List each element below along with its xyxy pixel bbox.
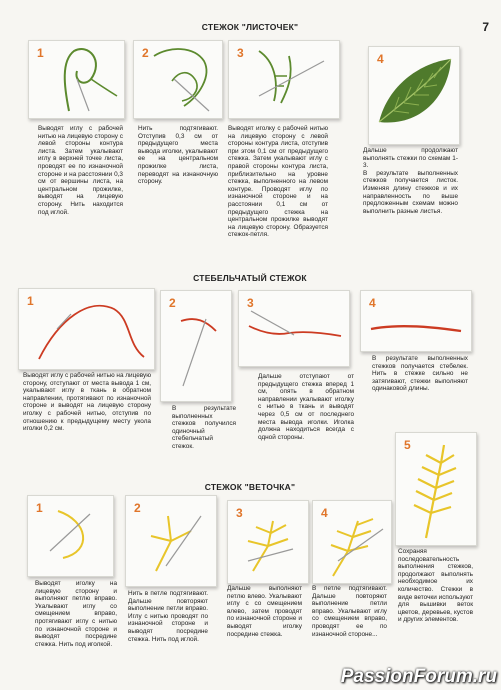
step-number: 2: [142, 46, 149, 60]
step-photo-twig-3: [227, 500, 309, 584]
step-photo-twig-4: [312, 500, 392, 584]
step-number: 2: [169, 296, 176, 310]
step-caption: Выводят иглу с рабочей нитью на лицевую сторону с левой стороны контура листа. Затем укалывают иглу в верхней точке листа, проводят ее по изнаночной стороне и на расстоянии 0,3 см от вершины листа, на центральном прожилке, выводят на лицевую сторону. Нить находится под иглой.: [38, 125, 123, 216]
section-title-leaf-stitch: СТЕЖОК "ЛИСТОЧЕК": [201, 22, 299, 32]
step-photo-twig-1: [27, 495, 114, 577]
step-photo-leaf-4: [368, 46, 460, 145]
section-title-twig-stitch: СТЕЖОК "ВЕТОЧКА": [204, 482, 296, 492]
step-photo-stem-4: [360, 290, 472, 352]
page-number: 7: [482, 20, 489, 34]
step-number: 5: [404, 438, 411, 452]
step-caption: Дальше отступают от предыдущего стежка вперед 1 см, опять в обратном направлении укалывают иголку с нитью в ткань и выводят через 0,5 см от последнего места вывода иголки. Иголка должна находиться всегда с одной стороны.: [258, 373, 354, 441]
step-photo-twig-5: [395, 432, 477, 546]
step-number: 4: [377, 52, 384, 66]
step-photo-stem-3: [238, 290, 350, 367]
step-caption: Дальше продолжают выполнять стежки по схемам 1-3. В результате выполненных стежков получается листок. Изменяя длину стежков и их направленность по выше предложенным схемам можно выполнить разные листья.: [363, 147, 458, 215]
step-number: 4: [321, 506, 328, 520]
step-caption: Выводят иголку с рабочей нитью на лицевую сторону с левой стороны контура листа, отступив при этом 0,1 см от предыдущего стежка. Затем укалывают иглу с правой стороны контура листа, приблизительно на уровне стежка, выполненного на левом контуре. Проводят иглу по изнаночной стороне и на расстоянии 0,1 см от предыдущего стежка на центральном прожилке выводят на лицевую сторону. Образуется стежок-петля.: [228, 125, 328, 239]
step-number: 3: [237, 46, 244, 60]
step-photo-leaf-2: [133, 40, 223, 119]
step-number: 1: [37, 46, 44, 60]
step-photo-twig-2: [125, 495, 217, 587]
step-number: 3: [236, 506, 243, 520]
step-photo-stem-1: [18, 288, 155, 370]
step-photo-leaf-3: [228, 40, 340, 119]
step-caption: Дальше выполняют петлю влево. Укалывают иглу с со смещением влево, затем проводят по изнаночной стороне и выводят иголку посредине стежка.: [227, 585, 302, 638]
step-number: 1: [36, 501, 43, 515]
step-caption: Нить подтягивают. Отступив 0,3 см от предыдущего места вывода иголки, укалывают ее на центральном прожилке листа, переводят на изнаночную сторону.: [138, 125, 218, 186]
step-number: 1: [27, 294, 34, 308]
step-caption: В результате выполненных стежков получился одиночный стебельчатый стежок.: [172, 405, 236, 450]
step-photo-stem-2: [160, 290, 232, 402]
step-number: 2: [134, 501, 141, 515]
step-caption: В результате выполненных стежков получается стебелек. Нить в стежке сильно не затягивают, стежки выполняют одинаковой длины.: [372, 355, 468, 393]
step-number: 4: [369, 296, 376, 310]
step-caption: Выводят иглу с рабочей нитью на лицевую сторону, отступают от места вывода 1 см, укалывают иглу в ткань в обратном направлении, протягивают по изнаночной стороне и выводят на лицевую сторону иголку с рабочей нитью, отступив по отношению к предыдущему месту укола иголки 0,2 см.: [23, 372, 151, 433]
step-caption: В петле подтягивают. Дальше повторяют выполнение петли вправо. Укалывают иглу со смещением вправо, проводят ее по изнаночной стороне...: [312, 585, 387, 638]
watermark: PassionForum.ru: [340, 666, 497, 687]
step-caption: Выводят иголку на лицевую сторону и выполняют петлю вправо. Укалывают иглу со смещением вправо, протягивают иглу с нитью по изнаночной стороне и выводят посредине стежка. Нить под иголкой.: [35, 580, 117, 648]
step-photo-leaf-1: [28, 40, 125, 119]
step-caption: Нить в петле подтягивают. Дальше повторяют выполнение петли вправо. Иглу с нитью проводят по изнаночной стороне и выводят посредине стежка. Нить под иглой.: [128, 590, 208, 643]
step-number: 3: [247, 296, 254, 310]
section-title-stem-stitch: СТЕБЕЛЬЧАТЫЙ СТЕЖОК: [193, 273, 307, 283]
step-caption: Сохраняя последовательность выполнения стежков, продолжают выполнять необходимое их количество. Стежки в виде веточки используют для вышивки веток цветов, деревьев, кустов и других элементов.: [398, 548, 473, 624]
